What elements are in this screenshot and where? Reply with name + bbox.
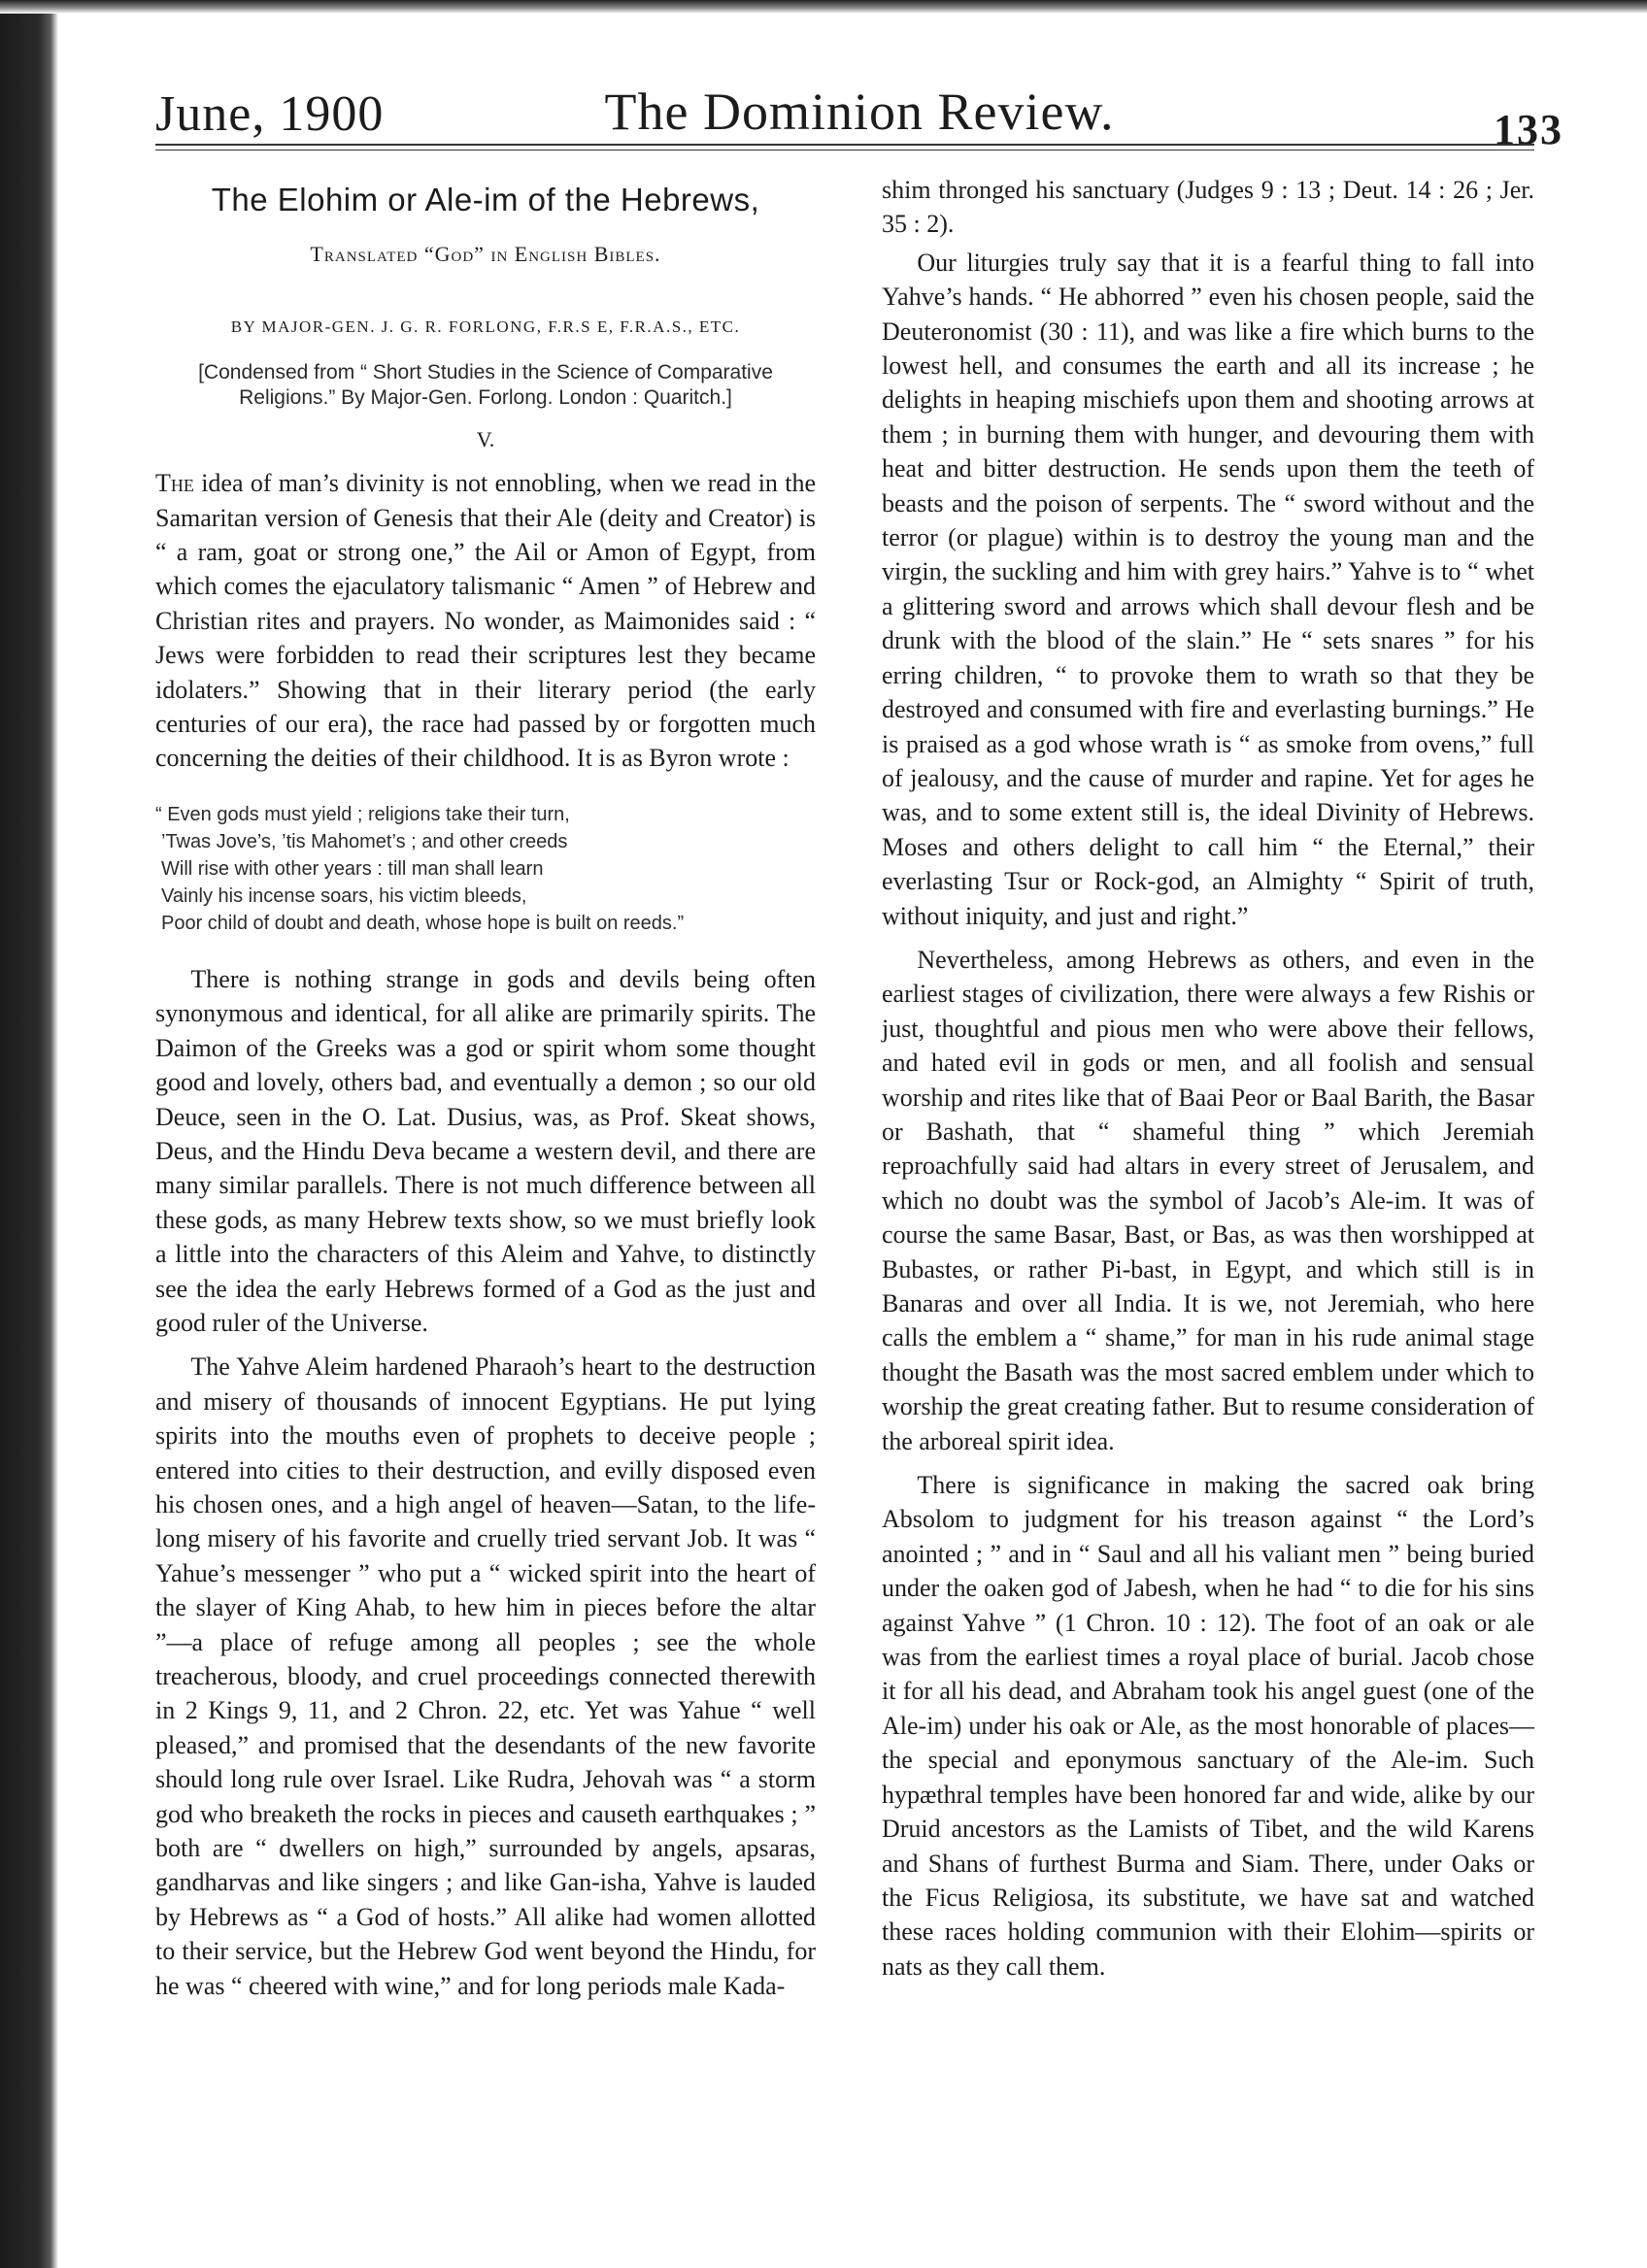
verse-line: ’Twas Jove’s, ’tis Mahomet’s ; and other creeds — [161, 830, 568, 852]
paragraph-4: shim thronged his sanctuary (Judges 9 : 13 ; Deut. 14 : 26 ; Jer. 35 : 2). — [882, 176, 1534, 239]
verse-line: Will rise with other years : till man shall learn — [161, 857, 544, 880]
paragraph-2: There is nothing strange in gods and devils being often synonymous and identical, for all alike are primarily spirits. The Daimon of the Greeks was a god or spirit whom some thought good and lovely, others bad, and eventually a demon ; so our old Deuce, seen in the O. Lat. Dusius, was, as Prof. Skeat shows, Deus, and the Hindu Deva became a western devil, and there are many similar parallels. There is not much difference between all these gods, as many Hebrew texts show, so we must briefly look a little into the characters of this Aleim and Yahve, to distinctly see the idea the early Hebrews formed of a God as the just and good ruler of the Universe. — [155, 964, 816, 1337]
scan-binding-edge — [0, 0, 58, 2268]
paragraph-1 — [155, 466, 816, 776]
scan-top-edge — [0, 0, 1647, 14]
article-subtitle: Translated “God” in English Bibles. — [310, 242, 661, 266]
paragraph-3: The Yahve Aleim hardened Pharaoh’s heart to the destruction and misery of thousands of innocent Egyptians. He put lying spirits into the mouths even of prophets to deceive people ; entered into cities to their destruction, and evilly disposed even his chosen ones, and a high angel of heaven—Satan, to the life-long misery of his favorite and cruelly tried servant Job. It was “ Yahue’s messenger ” who put a “ wicked spirit into the heart of the slayer of King Ahab, to hew him in pieces before the altar ”—a place of refuge among all peoples ; see the whole treacherous, bloody, and cruel proceedings connected therewith in 2 Kings 9, 11, and 2 Chron. 22, etc. Yet was Yahue “ well pleased,” and promised that the desendants of the new favorite should long rule over Israel. Like Rudra, Jehovah was “ a storm god who breaketh the rocks in pieces and causeth earthquakes ; ” both are “ dwellers on high,” surrounded by angels, apsaras, gandharvas and like singers ; and like Gan-isha, Yahve is lauded by Hebrews as “ a God of hosts.” All alike had women allotted to their service, but the Hebrew God went beyond the Hindu, for he was “ cheered with wine,” and for long periods male Kada- — [155, 1352, 816, 2000]
paragraph-5: Our liturgies truly say that it is a fearful thing to fall into Yahve’s hands. “ He abhorred ” even his chosen people, said the Deuteronomist (30 : 11), and was like a fire which burns to the lowest hell, and consumes the earth and all its increase ; he delights in heaping mischiefs upon them and shooting arrows at them ; in burning them with hunger, and devouring them with heat and bitter destruction. He sends upon them the teeth of beasts and the poison of serpents. The “ sword without and the terror (or plague) within is to destroy the young man and the virgin, the suckling and him with grey hairs.” Yahve is to “ whet a glittering sword and arrows which shall devour flesh and be drunk with the blood of the slain.” He “ sets snares ” for his erring children, “ to provoke them to wrath so that they be destroyed and consumed with fire and everlasting burnings.” He is praised as a god whose wrath is “ as smoke from ovens,” full of jealousy, and the cause of murder and rapine. Yet for ages he was, and to some extent still is, the ideal Divinity of Hebrews. Moses and others delight to call him “ the Eternal,” their everlasting Tsur or Rock-god, an Almighty “ Spirit of truth, without iniquity, and just and right.” — [882, 248, 1534, 930]
page — [126, 58, 1563, 2243]
paragraph-1-text: idea of man’s divinity is not ennobling, when we read in the Samaritan version of Genesis that their Ale (deity and Creator) is “ a ram, goat or strong one,” the Ail or Amon of Egypt, from which comes the ejaculatory talismanic “ Amen ” of Hebrew and Christian rites and prayers. No wonder, as Maimonides said : “ Jews were forbidden to read their scriptures lest they became idolaters.” Showing that in their literary period (the early centuries of our era), the race had passed by or forgotten much concerning the deities of their childhood. It is as Byron wrote : — [155, 469, 816, 773]
running-header — [155, 76, 1563, 153]
header-date: June, 1900 — [155, 86, 385, 142]
article-byline: BY MAJOR-GEN. J. G. R. FORLONG, F.R.S E, F.R.A.S., ETC. — [230, 317, 741, 337]
right-column — [882, 173, 1534, 1984]
header-rule — [155, 144, 1534, 146]
verse-line: “ Even gods must yield ; religions take their turn, — [155, 803, 570, 825]
paragraph-6: Nevertheless, among Hebrews as others, and even in the earliest stages of civilization, there were always a few Rishis or just, thoughtful and pious men who were above their fellows, and hated evil in gods or men, and all foolish and sensual worship and rites like that of Baai Peor or Baal Barith, the Basar or Bashath, that “ shameful thing ” which Jeremiah reproachfully said had altars in every street of Jerusalem, and which no doubt was the symbol of Jacob’s Ale-im. It was of course the same Basar, Bast, or Bas, as was then worshipped at Bubastes, or rather Pi-bast, in Egypt, and which still is in Banaras and over all India. It is we, not Jeremiah, who here calls the emblem a “ shame,” for man in his rude animal stage thought the Basath was the most sacred emblem under which to worship the great creating father. But to resume consideration of the arboreal spirit idea. — [882, 945, 1534, 1455]
journal-title: The Dominion Review. — [604, 83, 1115, 141]
page-number: 133 — [1494, 106, 1563, 153]
source-note: [Condensed from “ Short Studies in the Science of Comparative Religions.” By Major-Gen. Forlong. London : Quaritch.] — [198, 360, 773, 409]
section-number: V. — [476, 426, 495, 451]
paragraph-7: There is significance in making the sacred oak bring Absolom to judgment for his treason against “ the Lord’s anointed ; ” and in “ Saul and all his valiant men ” being buried under the oaken god of Jabesh, when he had “ to die for his sins against Yahve ” (1 Chron. 10 : 12). The foot of an oak or ale was from the earliest times a royal place of burial. Jacob chose it for all his dead, and Abraham took his angel guest (one of the Ale-im) under his oak or Ale, as the most honorable of places—the special and eponymous sanctuary of the Ale-im. Such hypæthral temples have been honored far and wide, alike by our Druid ancestors as the Lamists of Tibet, and the wild Karens and Shans of furthest Burma and Siam. There, under Oaks or the Ficus Religiosa, its substitute, we have sat and watched these races holding communion with their Elohim—spirits or nats as they call them. — [882, 1471, 1534, 1981]
verse-line: Poor child of doubt and death, whose hope is built on reeds.” — [161, 912, 685, 934]
drop-word: The — [155, 469, 194, 498]
byron-verse — [155, 801, 816, 937]
left-column — [155, 173, 816, 2003]
verse-line: Vainly his incense soars, his victim bleeds, — [161, 884, 527, 907]
article-title: The Elohim or Ale-im of the Hebrews, — [211, 182, 760, 217]
